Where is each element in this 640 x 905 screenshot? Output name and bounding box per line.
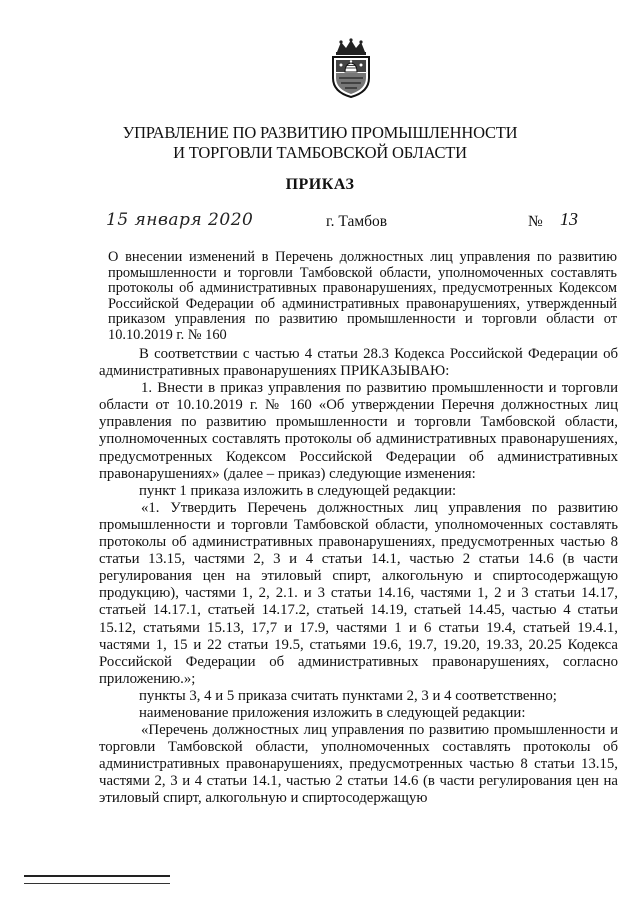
body-paragraph-2: пункт 1 приказа изложить в следующей редакции: <box>139 482 457 499</box>
organization-name-line2: И ТОРГОВЛИ ТАМБОВСКОЙ ОБЛАСТИ <box>173 143 467 162</box>
body-paragraph-3: «1. Утвердить Перечень должностных лиц управления по развитию промышленности и торговли Тамбовской области, уполномоченных составлять протоколы об административных правонарушениях, предусмотренных частью 8 статьи 13.15, частями 2, 3 и 4 статьи 14.1, частью 2 статьи 14.6 (в части регулирования цен на этиловый спирт, алкогольную и спиртосодержащую продукцию), частями 1, 2, 2.1. и 3 статьи 14.16, частями 1, 2 и 3 статьи 14.17, статьей 14.17.1, статьей 14.17.2, статьей 14.19, статьей 14.45, частью 4 статьи 15.12, статьями 15.13, 17,7 и 17.9, частями 1 и 6 статьи 19.4, статьей 19.4.1, частями 1, 15 и 22 статьи 19.5, статьями 19.6, 19.7, 19.20, 19.33, 20.25 Кодекса Российской Федерации об административных правонарушениях, согласно приложению.»; <box>99 499 618 687</box>
body-paragraph-1: 1. Внести в приказ управления по развитию промышленности и торговли области от 10.10.2019 г. № 160 «Об утверждении Перечня должностных лиц управления по развитию промышленности и торговли Тамбовской области, уполномоченных составлять протоколы об административных правонарушениях, предусмотренных Кодексом Российской Федерации об административных правонарушениях» (далее – приказ) следующие изменения: <box>99 380 618 482</box>
coat-of-arms-emblem <box>327 38 375 98</box>
body-paragraph-5: наименование приложения изложить в следующей редакции: <box>139 704 526 721</box>
handwritten-order-number: 13 <box>560 209 578 229</box>
city-name: г. Тамбов <box>326 213 388 230</box>
footer-rule <box>24 875 170 877</box>
footer-rule-secondary <box>24 883 170 884</box>
body-paragraph-basis: В соответствии с частью 4 статьи 28.3 Кодекса Российской Федерации об административных правонарушениях ПРИКАЗЫВАЮ: <box>99 346 618 380</box>
order-body <box>99 346 618 808</box>
organization-name-line1: УПРАВЛЕНИЕ ПО РАЗВИТИЮ ПРОМЫШЛЕННОСТИ <box>122 123 518 142</box>
body-paragraph-4: пункты 3, 4 и 5 приказа считать пунктами 2, 3 и 4 соответственно; <box>139 687 557 704</box>
handwritten-date: 15 января 2020 <box>106 210 254 230</box>
body-paragraph-6: «Перечень должностных лиц управления по развитию промышленности и торговли Тамбовской области, уполномоченных составлять протоколы об административных правонарушениях, предусмотренных частью 8 статьи 13.15, частями 2, 3 и 4 статьи 14.1, частью 2 статьи 14.6 (в части регулирования цен на этиловый спирт, алкогольную и спиртосодержащую <box>99 722 618 807</box>
order-subject: О внесении изменений в Перечень должностных лиц управления по развитию промышленности и торговли Тамбовской области, уполномоченных составлять протоколы об административных правонарушениях, предусмотренных Кодексом Российской Федерации об административных правонарушениях, утвержденный приказом управления по развитию промышленности и торговли области от 10.10.2019 г. № 160 <box>108 249 617 343</box>
document-type-title: ПРИКАЗ <box>285 176 355 193</box>
number-sign: № <box>528 213 543 230</box>
